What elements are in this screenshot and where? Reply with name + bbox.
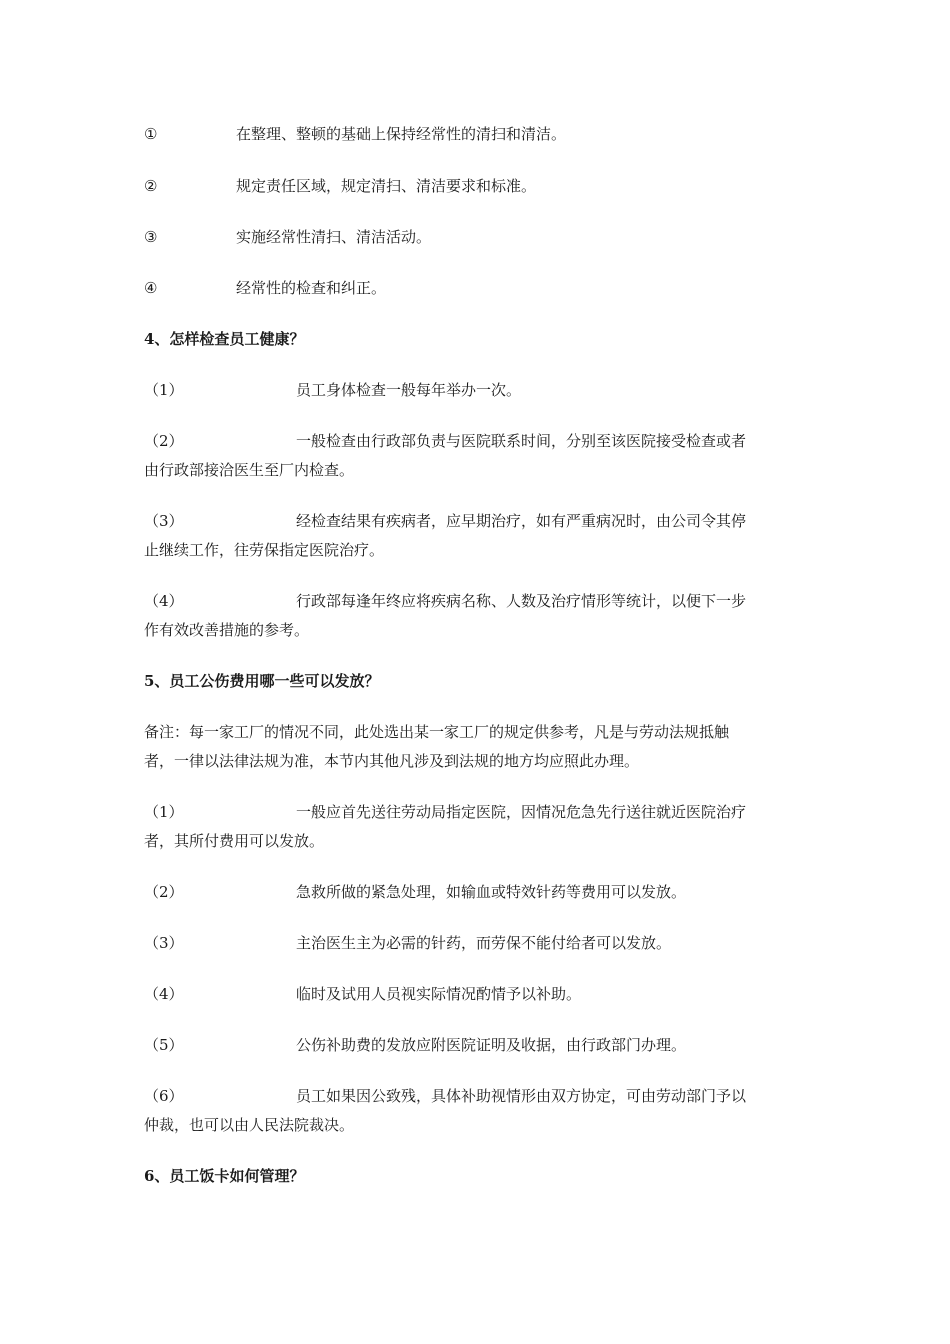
section-4-item-3-continuation: 止继续工作，往劳保指定医院治疗。	[144, 541, 385, 559]
circled-marker-4: ④	[144, 279, 158, 297]
section-4-item-4-marker: （4）	[144, 592, 184, 610]
circled-marker-1: ①	[144, 125, 158, 143]
section-5-item-2-marker: （2）	[144, 883, 184, 901]
section-5-item-1-marker: （1）	[144, 803, 184, 821]
section-4-item-2-marker: （2）	[144, 432, 184, 450]
section-5-item-6-text: 员工如果因公致残，具体补助视情形由双方协定，可由劳动部门予以	[296, 1087, 747, 1105]
section-5-item-5-text: 公伤补助费的发放应附医院证明及收据，由行政部门办理。	[296, 1036, 687, 1054]
section-4-heading: 4、怎样检查员工健康？	[144, 330, 305, 348]
circled-marker-2: ②	[144, 177, 158, 195]
section-5-item-5-marker: （5）	[144, 1036, 184, 1054]
section-5-item-4-text: 临时及试用人员视实际情况酌情予以补助。	[296, 985, 582, 1003]
section-6-heading: 6、员工饭卡如何管理？	[144, 1167, 305, 1185]
section-5-note-line-1: 备注：每一家工厂的情况不同，此处选出某一家工厂的规定供参考，凡是与劳动法规抵触	[144, 723, 730, 741]
section-4-item-2-text: 一般检查由行政部负责与医院联系时间，分别至该医院接受检查或者	[296, 432, 747, 450]
section-4-item-3-text: 经检查结果有疾病者，应早期治疗，如有严重病况时，由公司令其停	[296, 512, 747, 530]
section-5-item-6-marker: （6）	[144, 1087, 184, 1105]
section-5-item-3-marker: （3）	[144, 934, 184, 952]
section-5-item-1-text: 一般应首先送往劳动局指定医院，因情况危急先行送往就近医院治疗	[296, 803, 747, 821]
section-4-item-2-continuation: 由行政部接洽医生至厂内检查。	[144, 461, 355, 479]
section-4-item-3-marker: （3）	[144, 512, 184, 530]
circled-item-4-text: 经常性的检查和纠正。	[236, 279, 387, 297]
section-4-item-1-text: 员工身体检查一般每年举办一次。	[296, 381, 522, 399]
section-4-item-4-text: 行政部每逢年终应将疾病名称、人数及治疗情形等统计，以便下一步	[296, 592, 747, 610]
section-5-heading: 5、员工公伤费用哪一些可以发放？	[144, 672, 380, 690]
section-5-item-6-continuation: 仲裁，也可以由人民法院裁决。	[144, 1116, 355, 1134]
section-4-item-4-continuation: 作有效改善措施的参考。	[144, 621, 310, 639]
circled-item-2-text: 规定责任区域，规定清扫、清洁要求和标准。	[236, 177, 537, 195]
section-5-item-1-continuation: 者，其所付费用可以发放。	[144, 832, 325, 850]
circled-item-1-text: 在整理、整顿的基础上保持经常性的清扫和清洁。	[236, 125, 567, 143]
section-5-note-line-2: 者，一律以法律法规为准，本节内其他凡涉及到法规的地方均应照此办理。	[144, 752, 640, 770]
section-4-item-1-marker: （1）	[144, 381, 184, 399]
circled-item-3-text: 实施经常性清扫、清洁活动。	[236, 228, 432, 246]
section-5-item-4-marker: （4）	[144, 985, 184, 1003]
section-5-item-3-text: 主治医生主为必需的针药，而劳保不能付给者可以发放。	[296, 934, 672, 952]
section-5-item-2-text: 急救所做的紧急处理，如输血或特效针药等费用可以发放。	[296, 883, 687, 901]
circled-marker-3: ③	[144, 228, 158, 246]
